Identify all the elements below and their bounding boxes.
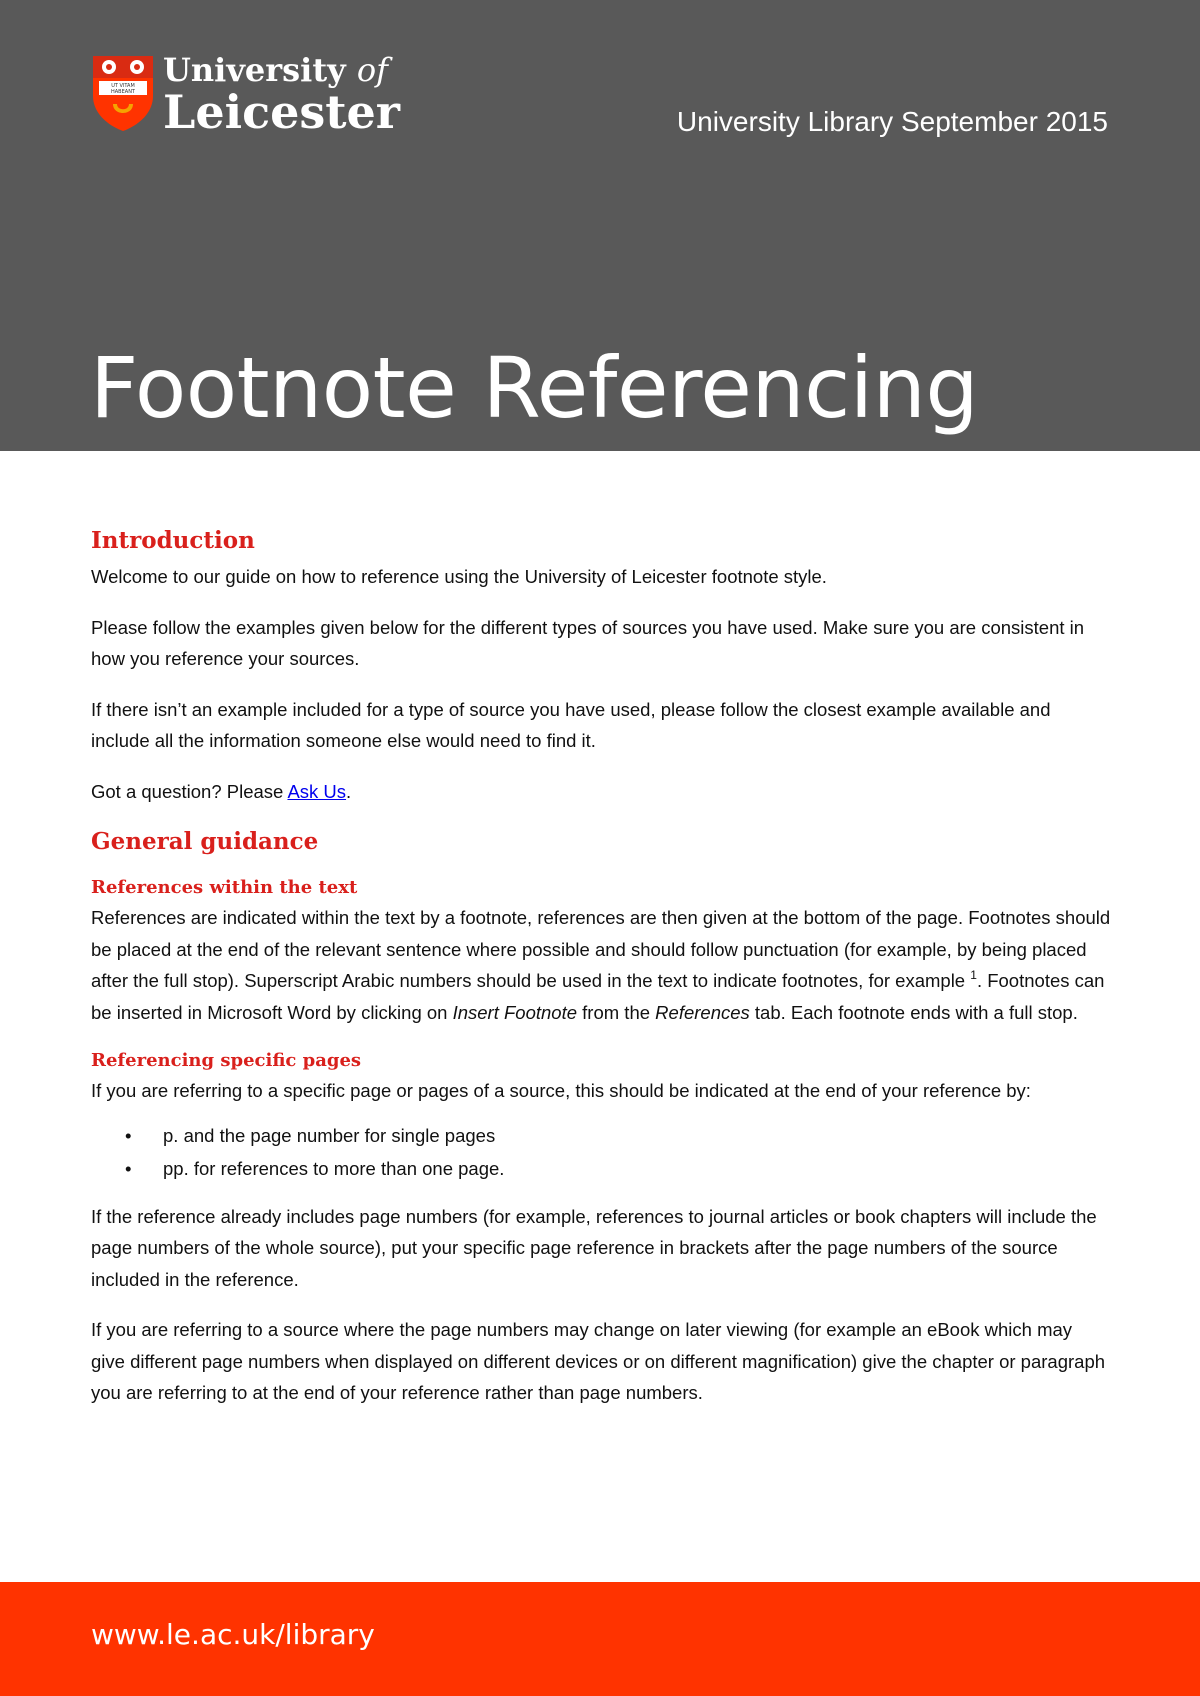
bullet-icon: • — [125, 1157, 132, 1179]
list-item: • p. and the page number for single pages — [163, 1119, 1111, 1152]
footer-banner — [0, 1582, 1200, 1696]
header-banner — [0, 0, 1200, 451]
question-paragraph: Got a question? Please Ask Us. — [91, 780, 352, 802]
svg-text:HABEANT: HABEANT — [111, 89, 135, 95]
references-within-text-heading: References within the text — [91, 877, 358, 898]
document-body — [91, 525, 1111, 1428]
library-website-link[interactable]: www.le.ac.uk/library — [91, 1618, 375, 1651]
specific-pages-intro: If you are referring to a specific page or pages of a source, this should be indicated at the end of your reference by: — [91, 1080, 1031, 1101]
introduction-heading: Introduction — [91, 527, 255, 554]
general-guidance-heading: General guidance — [91, 828, 319, 855]
specific-pages-paragraph-1: If the reference already includes page numbers (for example, references to journal articles or book chapters will include the page numbers of the whole source), put your specific page reference in brackets after the page numbers of the source included in the reference. — [91, 1205, 1097, 1290]
university-logo[interactable] — [91, 51, 421, 139]
crest-icon — [91, 54, 155, 132]
specific-pages-paragraph-2: If you are referring to a source where the page numbers may change on later viewing (for example an eBook which may give different page numbers when displayed on different devices or on different magnification) give the chapter or paragraph you are referring to at the end of your reference rather than page numbers. — [91, 1319, 1106, 1403]
svg-text:UT VITAM: UT VITAM — [111, 83, 135, 89]
header-subtitle: University Library September 2015 — [676, 106, 1108, 137]
footnote-superscript: 1 — [970, 968, 977, 982]
list-item: • pp. for references to more than one page. — [163, 1152, 1111, 1185]
ask-us-link[interactable]: Ask Us — [287, 780, 347, 802]
intro-paragraph-2: Please follow the examples given below for the different types of sources you have used. Make sure you are consistent in how you reference your sources. — [91, 616, 1085, 669]
within-text-paragraph: References are indicated within the text by a footnote, references are then given at the bottom of the page. Footnotes should be placed at the end of the relevant sentence where possible and should follow punctuation (for example, by being placed after the full stop). Superscript Arabic numbers should be used in the text to indicate footnotes, for example $^1$. Footnotes can be inserted in Microsoft Word by clicking on Insert Footnote from the References tab. Each footnote ends with a full stop. — [91, 907, 1111, 1023]
page-title: Footnote Referencing — [90, 339, 979, 437]
intro-paragraph-1: Welcome to our guide on how to reference using the University of Leicester footnote style. — [91, 566, 827, 587]
bullet-icon: • — [125, 1124, 132, 1146]
referencing-specific-pages-heading: Referencing specific pages — [91, 1050, 362, 1071]
logo-wordmark: University of Leicester — [163, 51, 401, 139]
intro-paragraph-3: If there isn’t an example included for a type of source you have used, please follow the closest example available and include all the information someone else would need to find it. — [91, 698, 1051, 751]
page-number-list — [91, 1119, 1111, 1185]
